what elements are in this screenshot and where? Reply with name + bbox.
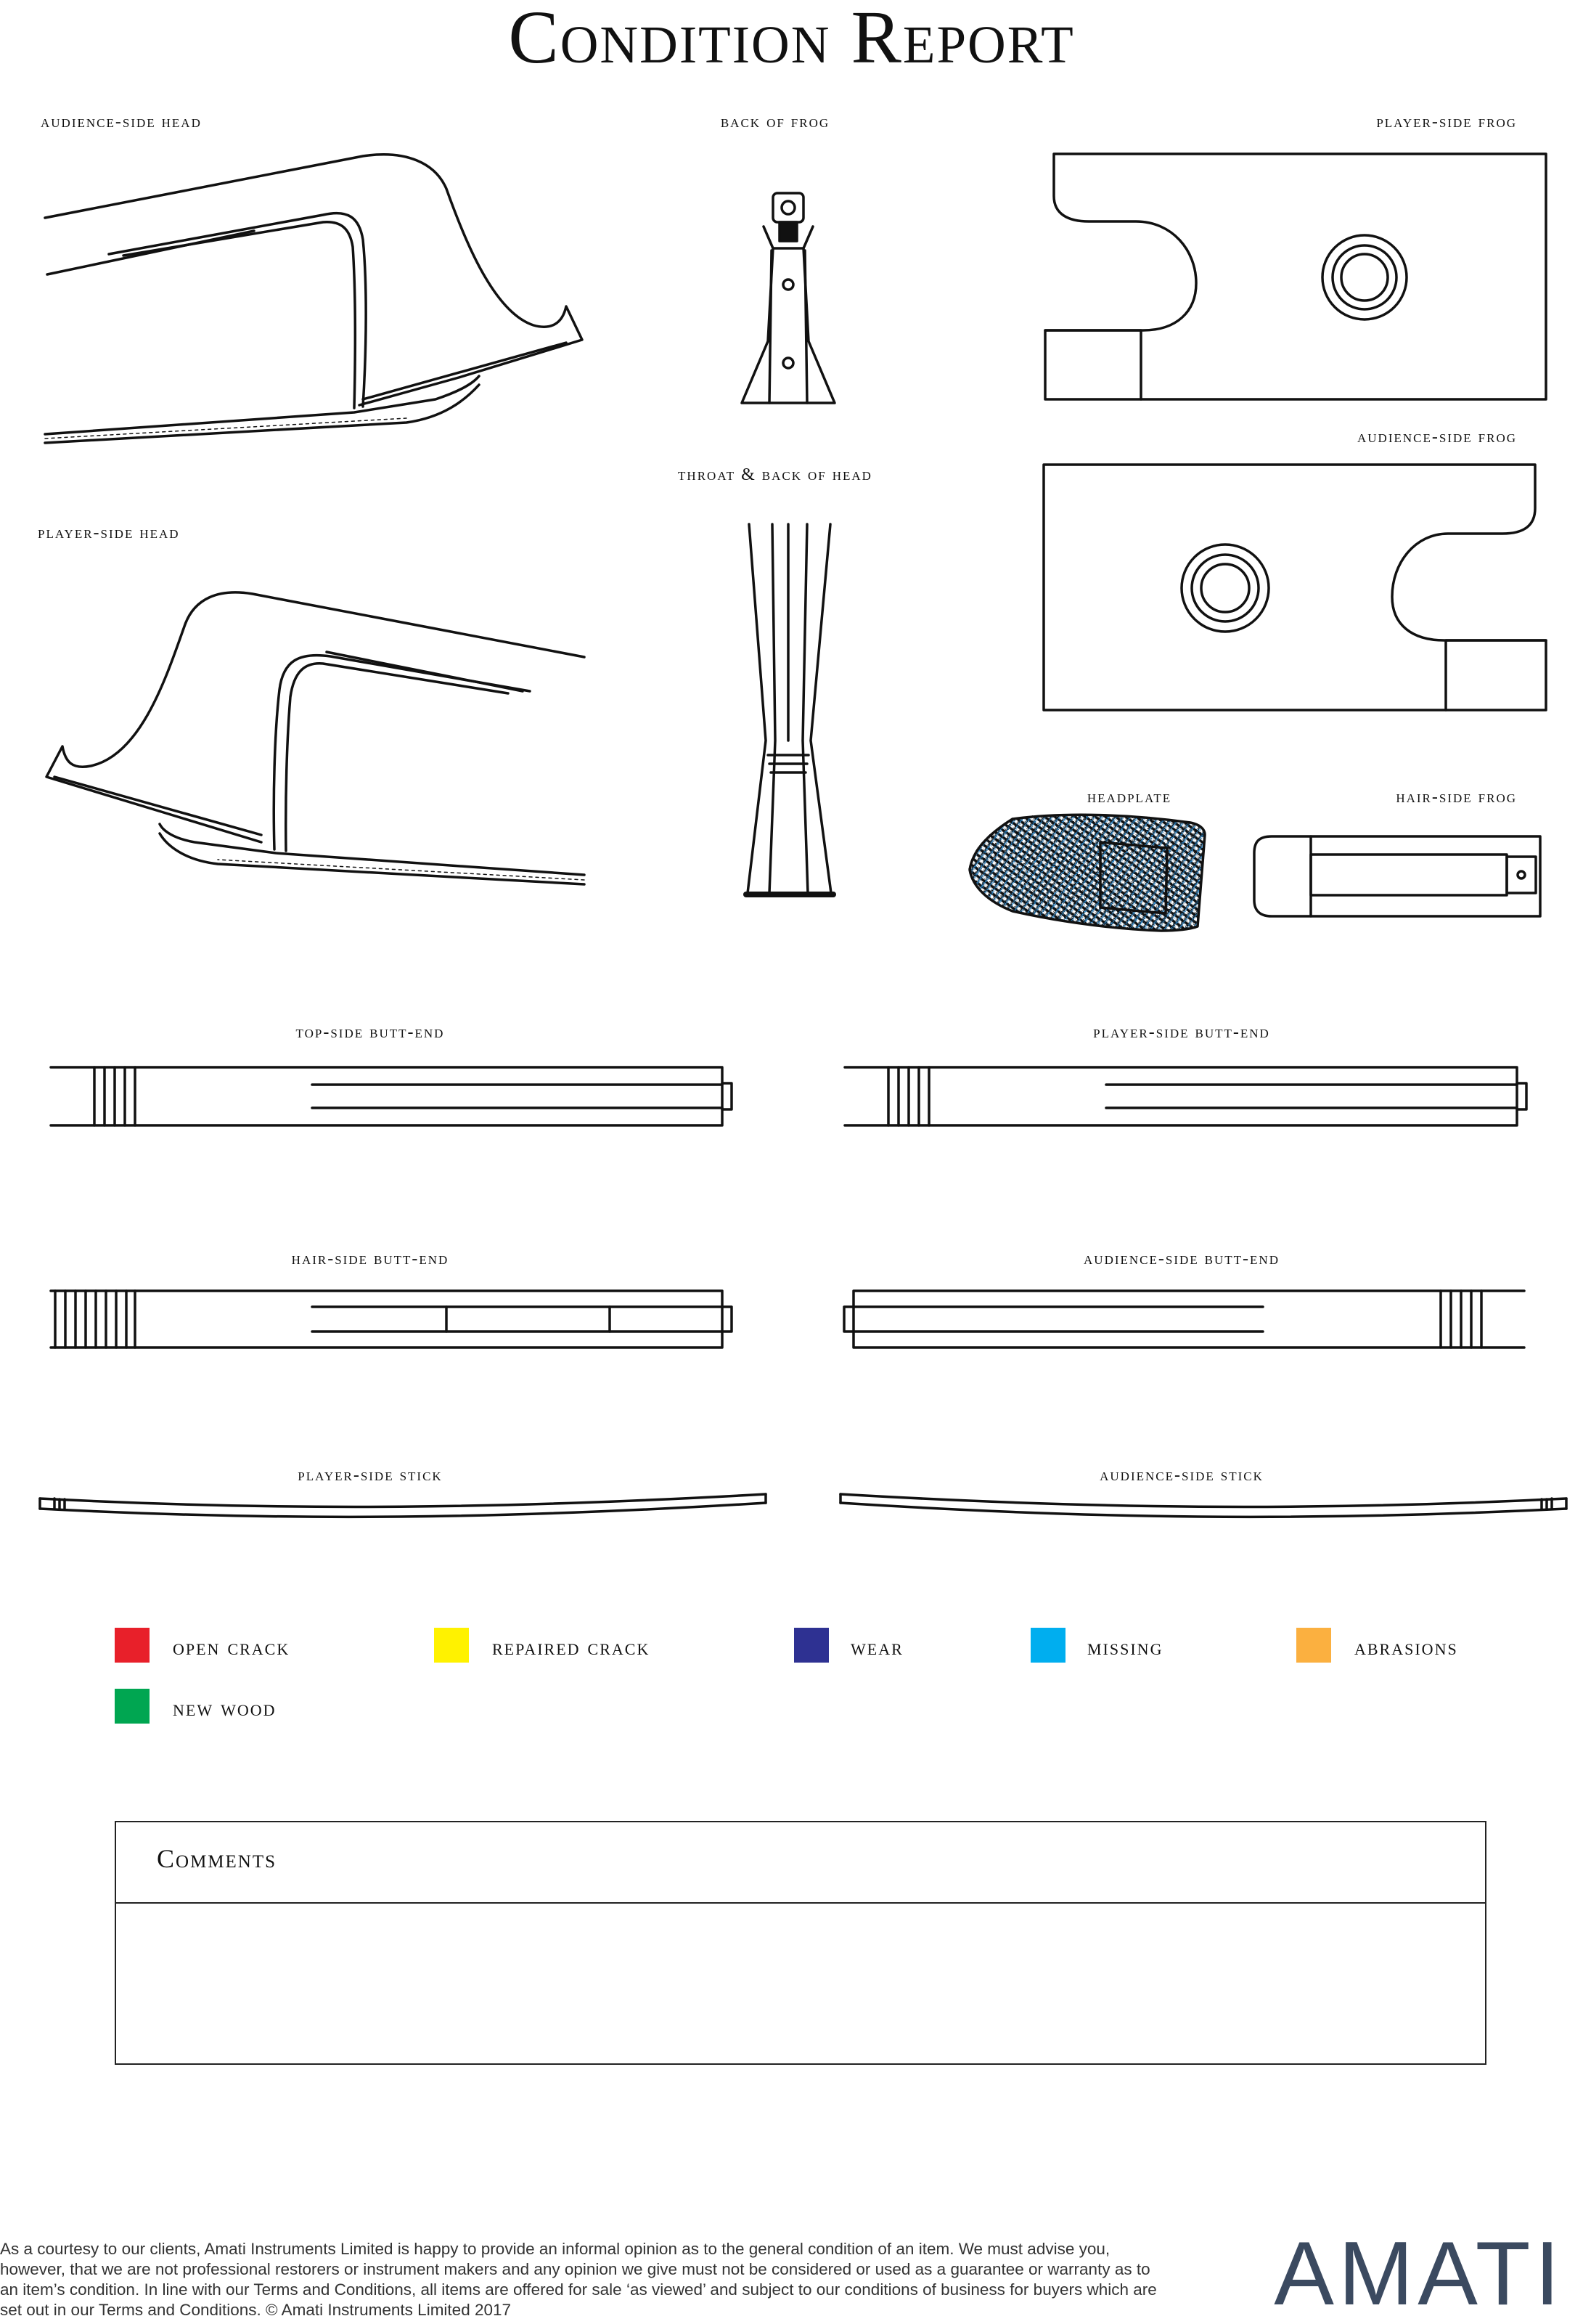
player-side-frog-diagram bbox=[1045, 154, 1546, 399]
label-throat-back-of-head: throat & back of head bbox=[678, 465, 872, 484]
label-player-side-head: player-side head bbox=[38, 523, 180, 542]
legend-swatch-new-wood bbox=[115, 1689, 150, 1724]
legend-label-wear: wear bbox=[851, 1634, 904, 1660]
label-audience-side-butt-end: audience-side butt-end bbox=[1084, 1249, 1280, 1268]
hair-side-frog-diagram bbox=[1254, 836, 1540, 916]
comments-divider bbox=[116, 1902, 1485, 1904]
audience-side-head-diagram bbox=[45, 155, 582, 443]
top-side-butt-end-diagram bbox=[51, 1067, 732, 1125]
player-side-butt-end-diagram bbox=[845, 1067, 1526, 1125]
back-of-frog-diagram bbox=[742, 193, 835, 403]
throat-back-of-head-diagram bbox=[746, 524, 833, 894]
audience-side-butt-end-diagram bbox=[844, 1291, 1524, 1347]
legend-swatch-repaired-crack bbox=[434, 1628, 469, 1663]
page-title: Condition Report bbox=[508, 0, 1075, 79]
legend-label-open-crack: open crack bbox=[173, 1634, 290, 1660]
player-side-stick-diagram bbox=[40, 1494, 766, 1517]
legend-label-repaired-crack: repaired crack bbox=[492, 1634, 650, 1660]
hair-side-butt-end-diagram bbox=[51, 1291, 732, 1347]
label-audience-side-frog: audience-side frog bbox=[1357, 428, 1517, 447]
audience-side-stick-diagram bbox=[840, 1494, 1566, 1517]
legend-swatch-wear bbox=[794, 1628, 829, 1663]
label-audience-side-stick: audience-side stick bbox=[1100, 1466, 1264, 1485]
label-player-side-frog: player-side frog bbox=[1376, 113, 1517, 131]
legend-label-abrasions: abrasions bbox=[1354, 1634, 1458, 1660]
label-player-side-stick: player-side stick bbox=[298, 1466, 443, 1485]
legend-swatch-abrasions bbox=[1296, 1628, 1331, 1663]
headplate-diagram bbox=[970, 815, 1205, 931]
label-hair-side-frog: hair-side frog bbox=[1396, 788, 1517, 807]
label-top-side-butt-end: top-side butt-end bbox=[295, 1023, 445, 1042]
legend-label-new-wood: new wood bbox=[173, 1695, 277, 1721]
legend-swatch-open-crack bbox=[115, 1628, 150, 1663]
legend-swatch-missing bbox=[1031, 1628, 1065, 1663]
label-player-side-butt-end: player-side butt-end bbox=[1093, 1023, 1270, 1042]
legend-label-missing: missing bbox=[1087, 1634, 1163, 1660]
label-headplate: headplate bbox=[1087, 788, 1172, 807]
label-audience-side-head: audience-side head bbox=[41, 113, 202, 131]
amati-logo: AMATI bbox=[1274, 2224, 1564, 2324]
player-side-head-diagram bbox=[46, 592, 584, 884]
label-hair-side-butt-end: hair-side butt-end bbox=[291, 1249, 449, 1268]
comments-text[interactable] bbox=[157, 1924, 1444, 2049]
disclaimer-text: As a courtesy to our clients, Amati Instruments Limited is happy to provide an informal opinion as to the general condition of an item. We must advise you, however, that we are not professional restorers or instrument makers and any opinion we give must not be considered or used as a guarantee or warranty as to an item’s condition. In line with our Terms and Conditions, all items are offered for sale ‘as viewed’ and subject to our conditions of business for buyers which are set out in our Terms and Conditions. © Amati Instruments Limited 2017 bbox=[0, 2240, 1157, 2319]
label-back-of-frog: back of frog bbox=[720, 113, 830, 131]
comments-title: Comments bbox=[157, 1844, 277, 1873]
comments-box bbox=[115, 1821, 1486, 2065]
audience-side-frog-diagram bbox=[1044, 465, 1546, 710]
